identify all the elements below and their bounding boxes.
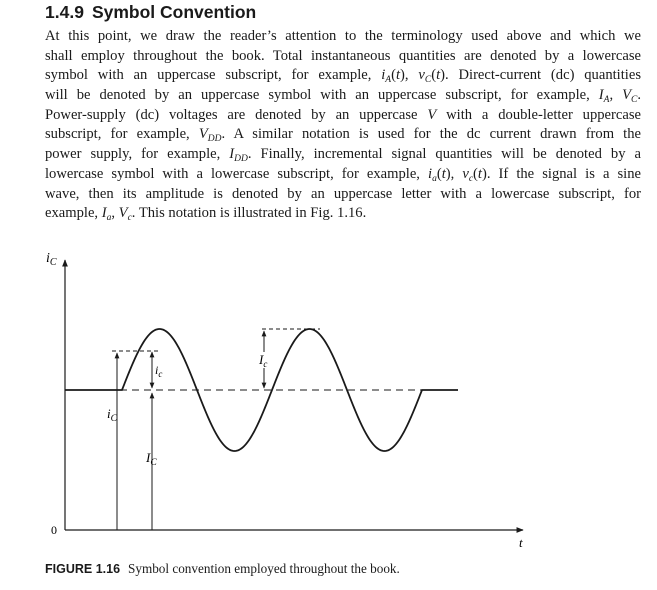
amplitude-label: $I_c$ (259, 352, 268, 369)
caption-label: FIGURE 1.16 (45, 562, 121, 576)
signal-label: $i_c$ (155, 363, 163, 379)
y-axis-label: $i_C$ (46, 251, 57, 268)
paragraph-line: Power-supply (dc) voltages are denoted by an uppercase V with a double-letter uppercase (45, 106, 641, 123)
total-current-label: $i_C$ (107, 406, 117, 424)
figure-caption (45, 560, 400, 578)
section-title: Symbol Convention (91, 2, 257, 22)
x-axis-label: t (519, 535, 523, 550)
origin-label: 0 (51, 523, 57, 537)
paragraph-line: example, $I_a$, $V_c$. This notation is illustrated in Fig. 1.16. (45, 205, 367, 224)
paragraph-line: lowercase symbol with a lowercase subscript, for example, $i_a(t)$, $v_c(t)$. If the signal is a sine (45, 165, 641, 184)
paragraph-line: At this point, we draw the reader’s attention to the terminology used above and which we (45, 28, 641, 44)
body-paragraph (45, 27, 641, 224)
section-number: 1.4.9 (45, 2, 84, 22)
dc-current-label: $I_C$ (146, 450, 157, 468)
paragraph-line: shall employ throughout the book. Total instantaneous quantities are denoted by a lowercase (45, 47, 641, 64)
caption-text: Symbol convention employed throughout the book. (128, 561, 400, 576)
paragraph-line: power supply, for example, $I_{DD}$. Finally, incremental signal quantities will be denoted by a (45, 146, 641, 165)
paragraph-line: will be denoted by an uppercase symbol with an uppercase subscript, for example, $I_A$, $V_C$. (45, 87, 641, 106)
figure-1-16 (0, 240, 657, 555)
section-heading (45, 2, 256, 23)
paragraph-line: symbol with an uppercase subscript, for example, $i_A(t)$, $v_C(t)$. Direct-current (dc) quantities (45, 67, 641, 86)
paragraph-line: wave, then its amplitude is denoted by an uppercase letter with a lowercase subscript, for (45, 185, 641, 202)
paragraph-line: subscript, for example, $V_{DD}$. A similar notation is used for the dc current drawn from the (45, 126, 642, 145)
